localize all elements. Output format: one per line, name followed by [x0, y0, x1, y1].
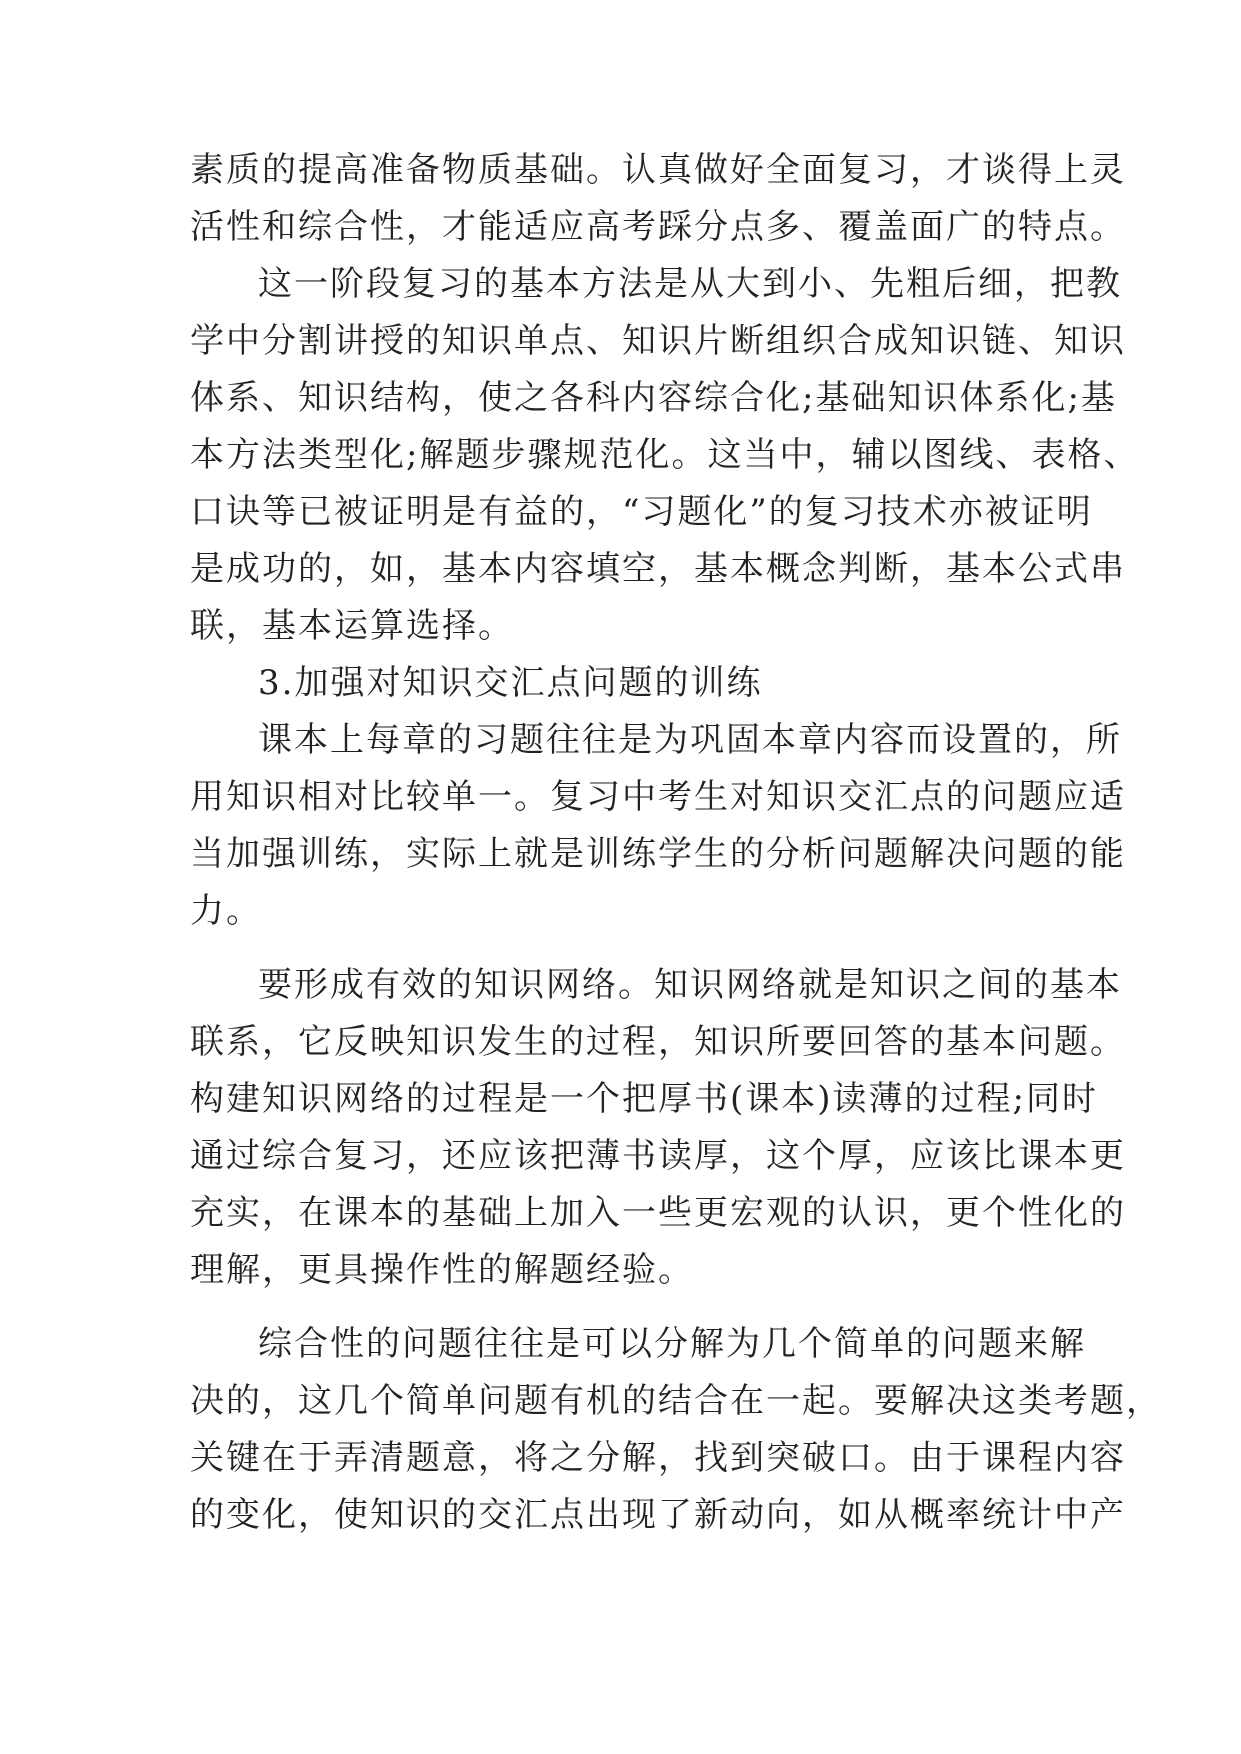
text-line: 这一阶段复习的基本方法是从大到小、先粗后细，把教 [258, 264, 1122, 304]
section-heading: 3.加强对知识交汇点问题的训练 [258, 663, 763, 703]
text-line: 素质的提高准备物质基础。认真做好全面复习，才谈得上灵 [190, 150, 1126, 190]
text-line: 充实，在课本的基础上加入一些更宏观的认识，更个性化的 [190, 1193, 1126, 1233]
text-line: 通过综合复习，还应该把薄书读厚，这个厚，应该比课本更 [190, 1136, 1126, 1176]
text-line: 的变化，使知识的交汇点出现了新动向，如从概率统计中产 [190, 1495, 1126, 1535]
text-line: 用知识相对比较单一。复习中考生对知识交汇点的问题应适 [190, 777, 1126, 817]
text-line: 当加强训练，实际上就是训练学生的分析问题解决问题的能 [190, 834, 1126, 874]
text-line: 力。 [190, 891, 262, 931]
text-line: 学中分割讲授的知识单点、知识片断组织合成知识链、知识 [190, 321, 1126, 361]
text-line: 口诀等已被证明是有益的，“习题化”的复习技术亦被证明 [190, 492, 1093, 532]
text-line: 理解，更具操作性的解题经验。 [190, 1250, 694, 1290]
text-line: 要形成有效的知识网络。知识网络就是知识之间的基本 [258, 965, 1122, 1005]
text-line: 构建知识网络的过程是一个把厚书(课本)读薄的过程;同时 [190, 1079, 1098, 1119]
text-line: 课本上每章的习题往往是为巩固本章内容而设置的，所 [258, 720, 1122, 760]
text-line: 联系，它反映知识发生的过程，知识所要回答的基本问题。 [190, 1022, 1126, 1062]
text-line: 活性和综合性，才能适应高考踩分点多、覆盖面广的特点。 [190, 207, 1126, 247]
text-line: 关键在于弄清题意，将之分解，找到突破口。由于课程内容 [190, 1438, 1126, 1478]
text-line: 本方法类型化;解题步骤规范化。这当中，辅以图线、表格、 [190, 435, 1140, 475]
text-line: 联，基本运算选择。 [190, 606, 514, 646]
text-line: 是成功的，如，基本内容填空，基本概念判断，基本公式串 [190, 549, 1126, 589]
text-line: 决的，这几个简单问题有机的结合在一起。要解决这类考题， [190, 1381, 1162, 1421]
text-line: 综合性的问题往往是可以分解为几个简单的问题来解 [258, 1324, 1086, 1364]
text-line: 体系、知识结构，使之各科内容综合化;基础知识体系化;基 [190, 378, 1117, 418]
